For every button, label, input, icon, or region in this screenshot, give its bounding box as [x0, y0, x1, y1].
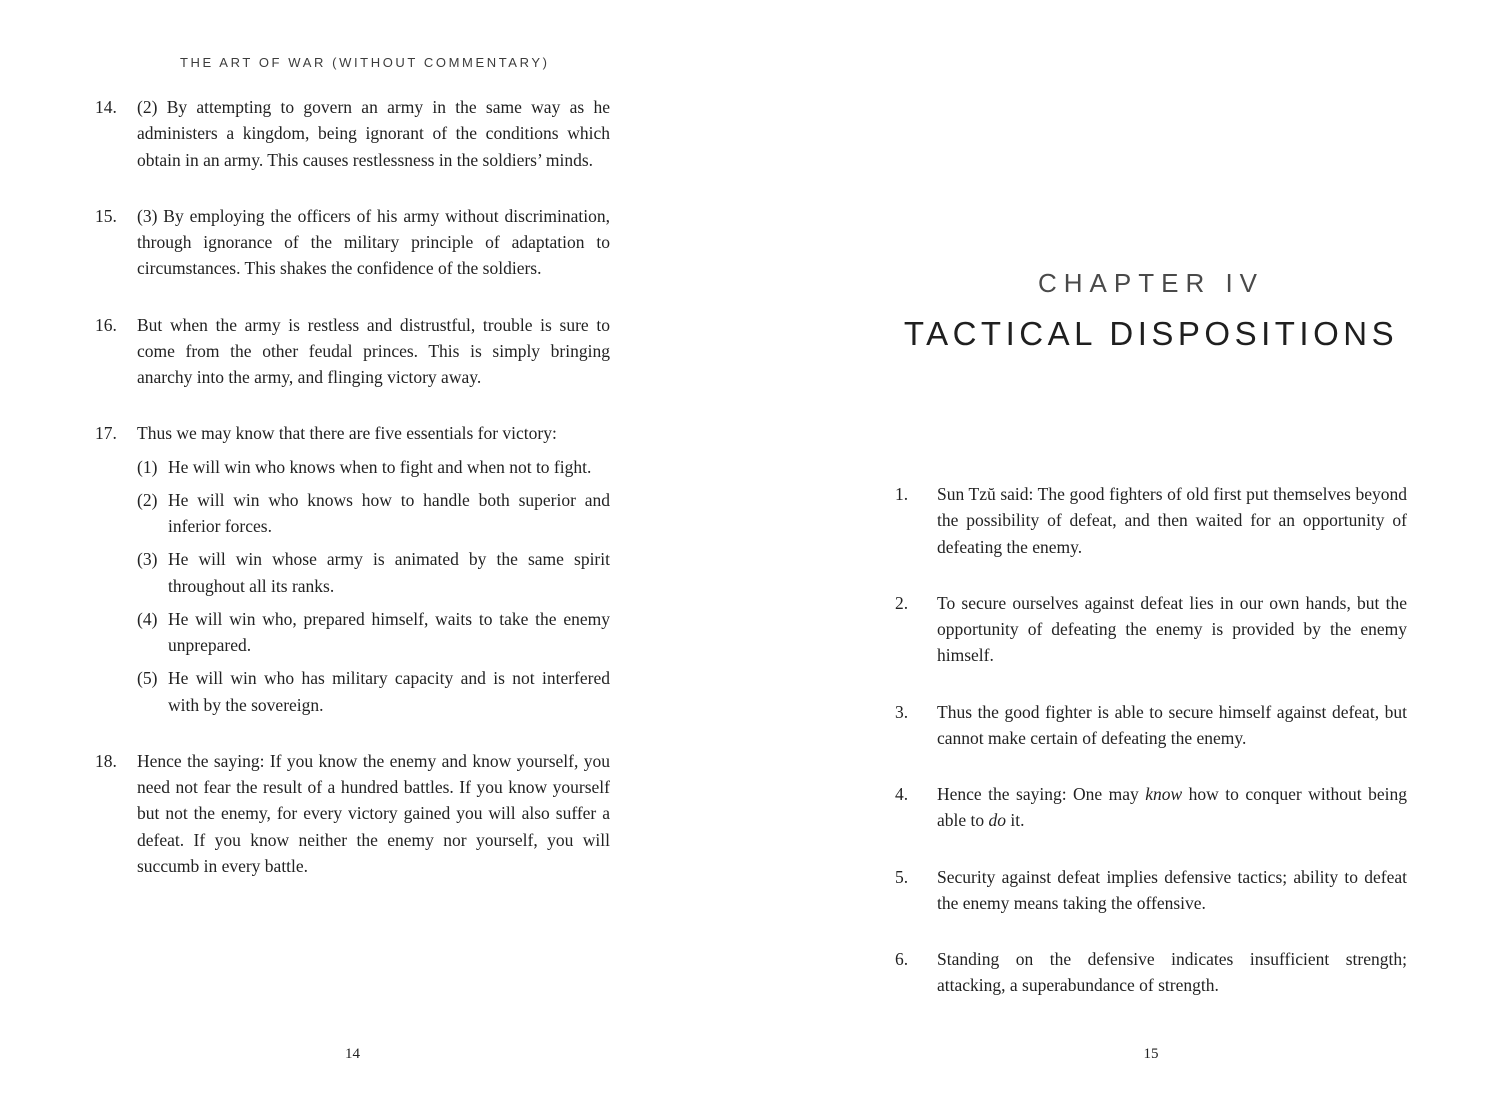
sub-item-number: (1) [137, 456, 158, 477]
page-right [895, 0, 1407, 1105]
item-text [937, 781, 1407, 834]
sub-item-text: He will win who has military capacity and is not interfered with by the sovereign. [168, 668, 610, 715]
sub-item-text: He will win whose army is animated by the same spirit throughout all its ranks. [168, 549, 610, 596]
sub-item-text: He will win who, prepared himself, waits to take the enemy unprepared. [168, 608, 610, 655]
sub-item-text: He will win who knows when to fight and when not to fight. [168, 456, 592, 477]
sub-item-number: (2) [137, 489, 158, 510]
list-item [895, 864, 1407, 917]
item-number: 18. [95, 750, 117, 771]
text-segment: Hence the saying: One may [937, 784, 1146, 804]
list-item [95, 748, 610, 879]
sub-item-number: (4) [137, 608, 158, 629]
item-number: 14. [95, 97, 117, 117]
item-body [937, 781, 1407, 834]
page-number-left: 14 [345, 1046, 360, 1062]
item-text: To secure ourselves against defeat lies in our own hands, but the opportunity of defeating the enemy is provided by the enemy himself. [937, 592, 1407, 666]
item-number: 5. [895, 866, 909, 887]
item-body [937, 864, 1407, 917]
left-items-list [95, 94, 610, 879]
item-body [937, 699, 1407, 752]
item-number: 1. [895, 484, 909, 504]
chapter-label: CHAPTER IV [1037, 268, 1265, 298]
chapter-heading [895, 268, 1407, 353]
item-text: Thus we may know that there are five essentials for victory: [137, 423, 557, 444]
item-body [937, 481, 1407, 560]
item-text: Hence the saying: If you know the enemy and know yourself, you need not fear the result of a hundred battles. If you know yourself but not the enemy, for every victory gained you will also suffer a defeat. If you know neither the enemy nor yourself, you will succumb in every battle. [137, 750, 610, 876]
list-item [95, 312, 610, 391]
page-number-right: 15 [1143, 1046, 1159, 1062]
page-left [95, 0, 610, 1105]
sub-list-item [137, 454, 610, 480]
item-body [137, 203, 610, 282]
list-item [95, 420, 610, 718]
right-items-list [895, 481, 1407, 999]
sub-item-number: (5) [137, 668, 158, 689]
item-body [137, 748, 610, 879]
item-number: 17. [95, 423, 117, 444]
italic-text-segment: do [988, 810, 1007, 831]
list-item [95, 94, 610, 173]
running-header: THE ART OF WAR (WITHOUT COMMENTARY) [180, 55, 550, 70]
item-number: 6. [895, 949, 909, 969]
item-body [137, 94, 610, 173]
list-item [895, 946, 1407, 999]
item-number: 2. [895, 592, 909, 613]
sub-list-item [137, 487, 610, 540]
item-number: 16. [95, 314, 117, 335]
item-text: But when the army is restless and distrustful, trouble is sure to come from the other feudal princes. This is simply bringing anarchy into the army, and flinging victory away. [137, 314, 610, 387]
sub-item-number: (3) [137, 549, 158, 570]
item-number: 3. [895, 701, 909, 722]
item-text: Security against defeat implies defensive tactics; ability to defeat the enemy means taking the offensive. [937, 866, 1407, 913]
text-segment: how to conquer without being able to [937, 784, 1408, 831]
item-number: 15. [95, 205, 117, 226]
list-item [895, 590, 1407, 669]
item-text: Sun Tzŭ said: The good fighters of old first put themselves beyond the possibility of defeat, and then waited for an opportunity of defeating the enemy. [937, 484, 1407, 557]
item-number: 4. [895, 784, 909, 804]
list-item [895, 481, 1407, 560]
item-body [137, 420, 610, 718]
item-text: Thus the good fighter is able to secure himself against defeat, but cannot make certain of defeating the enemy. [937, 701, 1407, 748]
item-text: (2) By attempting to govern an army in the same way as he administers a kingdom, being ignorant of the conditions which obtain in an army. This causes restlessness in the soldiers’ minds. [137, 97, 610, 170]
sub-list-item [137, 665, 610, 718]
sub-items-list [137, 454, 610, 718]
chapter-title: TACTICAL DISPOSITIONS [903, 315, 1399, 352]
sub-item-text: He will win who knows how to handle both superior and inferior forces. [168, 489, 610, 536]
text-segment: it. [1006, 810, 1025, 831]
list-item [895, 781, 1407, 834]
item-text: (3) By employing the officers of his army without discrimination, through ignorance of the military principle of adaptation to circumstances. This shakes the confidence of the soldiers. [137, 205, 610, 279]
sub-list-item [137, 546, 610, 599]
item-text: Standing on the defensive indicates insufficient strength; attacking, a superabundance of strength. [937, 949, 1407, 996]
list-item [95, 203, 610, 282]
item-body [937, 946, 1407, 999]
italic-text-segment: know [1145, 784, 1183, 804]
list-item [895, 699, 1407, 752]
item-body [937, 590, 1407, 669]
item-body [137, 312, 610, 391]
sub-list-item [137, 606, 610, 659]
